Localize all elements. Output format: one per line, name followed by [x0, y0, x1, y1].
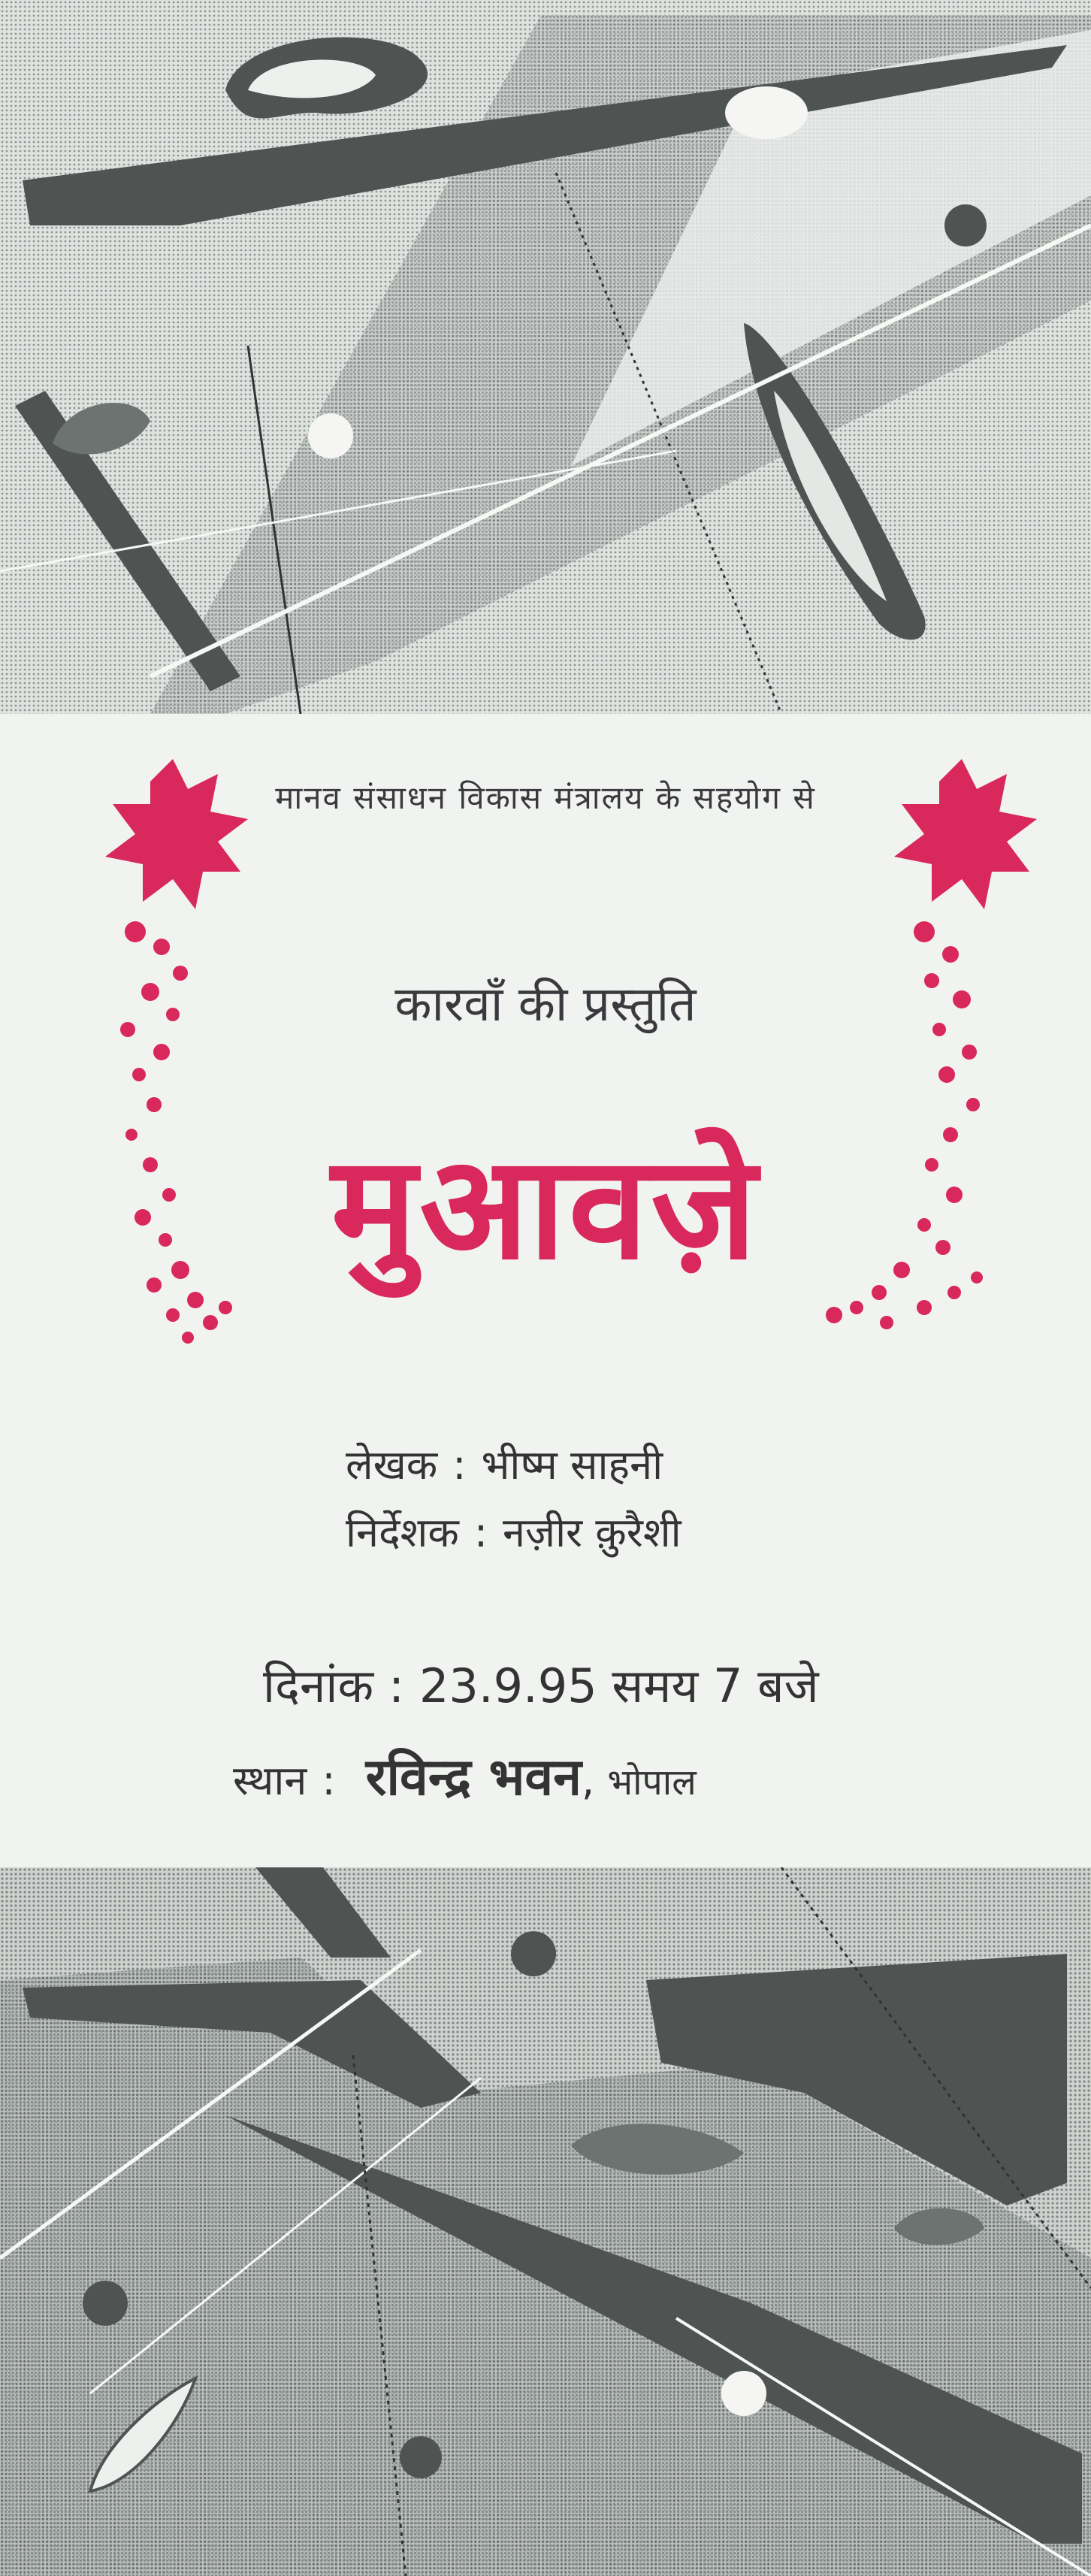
sponsor-line: मानव संसाधन विकास मंत्रालय के सहयोग से: [275, 779, 816, 816]
bottom-abstract-artwork: [0, 1867, 1091, 2576]
date-row: [263, 1653, 819, 1716]
top-abstract-artwork: [0, 0, 1091, 714]
director-name: नज़ीर क़ुरैशी: [503, 1509, 681, 1556]
time-value: 7 बजे: [713, 1658, 819, 1713]
writer-name: भीष्म साहनी: [481, 1441, 663, 1489]
director-row: [346, 1503, 681, 1559]
writer-separator: :: [452, 1441, 467, 1489]
director-label: निर्देशक: [346, 1509, 459, 1556]
director-separator: :: [473, 1509, 488, 1556]
play-title: मुआवज़े: [331, 1125, 760, 1291]
presenter-line: कारवाँ की प्रस्तुति: [394, 977, 697, 1033]
invitation-panel: [0, 714, 1091, 1867]
time-label: समय: [612, 1658, 699, 1713]
venue-name: रविन्द्र भवन: [365, 1748, 582, 1807]
venue-label: स्थान: [233, 1757, 307, 1804]
date-label: दिनांक: [263, 1658, 374, 1713]
venue-separator: :: [322, 1757, 336, 1804]
date-separator: :: [388, 1658, 404, 1713]
date-value: 23.9.95: [419, 1658, 597, 1713]
venue-row: स्थान : रविन्द्र भवन, भोपाल: [233, 1748, 697, 1807]
venue-city: भोपाल: [607, 1761, 697, 1804]
writer-label: लेखक: [346, 1441, 438, 1489]
writer-row: [346, 1435, 663, 1491]
